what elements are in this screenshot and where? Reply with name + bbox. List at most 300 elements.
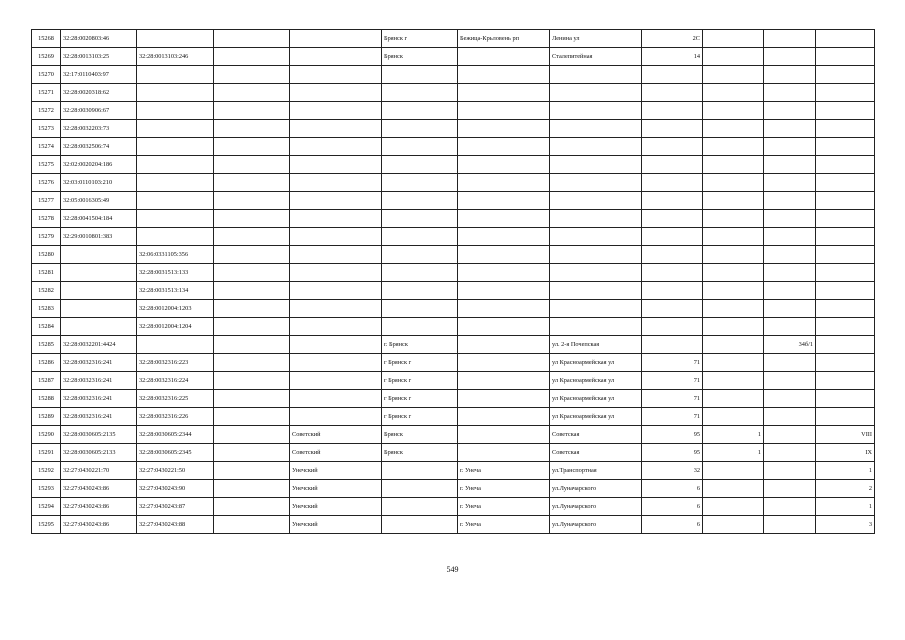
street-cell (550, 120, 642, 138)
row-number: 15284 (32, 318, 61, 336)
building-cell (703, 498, 764, 516)
region-cell (214, 246, 290, 264)
street-cell: ул Красноармейская ул (550, 408, 642, 426)
district-cell: Унечский (290, 480, 382, 498)
structure-cell (764, 300, 816, 318)
row-number: 15291 (32, 444, 61, 462)
cadastral-number: 32:28:0041504:184 (61, 210, 137, 228)
object-cadastral-number: 32:28:0032316:224 (137, 372, 214, 390)
table-row (32, 246, 875, 264)
settlement-cell (458, 336, 550, 354)
apartment-cell (816, 192, 875, 210)
street-cell: Советская (550, 426, 642, 444)
cadastral-number: 32:28:0030605:2135 (61, 426, 137, 444)
object-cadastral-number (137, 192, 214, 210)
cadastral-number: 32:28:0032316:241 (61, 408, 137, 426)
city-cell (382, 192, 458, 210)
city-cell (382, 300, 458, 318)
building-cell (703, 390, 764, 408)
cadastral-number (61, 300, 137, 318)
object-cadastral-number: 32:27:0430243:88 (137, 516, 214, 534)
cadastral-number: 32:28:0032316:241 (61, 354, 137, 372)
city-cell (382, 156, 458, 174)
house-cell (642, 156, 703, 174)
settlement-cell (458, 318, 550, 336)
apartment-cell (816, 336, 875, 354)
district-cell (290, 408, 382, 426)
object-cadastral-number: 32:28:0032316:225 (137, 390, 214, 408)
house-cell (642, 228, 703, 246)
region-cell (214, 480, 290, 498)
settlement-cell (458, 156, 550, 174)
apartment-cell: 3 (816, 516, 875, 534)
building-cell (703, 102, 764, 120)
cadastral-number (61, 282, 137, 300)
cadastral-number (61, 318, 137, 336)
building-cell (703, 264, 764, 282)
object-cadastral-number: 32:27:0430243:90 (137, 480, 214, 498)
district-cell (290, 228, 382, 246)
row-number: 15288 (32, 390, 61, 408)
house-cell: 71 (642, 408, 703, 426)
table-row (32, 282, 875, 300)
settlement-cell (458, 102, 550, 120)
table-row (32, 480, 875, 498)
city-cell (382, 228, 458, 246)
settlement-cell (458, 192, 550, 210)
row-number: 15287 (32, 372, 61, 390)
region-cell (214, 318, 290, 336)
settlement-cell: г. Унеча (458, 462, 550, 480)
district-cell (290, 84, 382, 102)
table-body (32, 30, 875, 534)
city-cell: г Брянск г (382, 354, 458, 372)
apartment-cell (816, 174, 875, 192)
row-number: 15295 (32, 516, 61, 534)
table-row (32, 66, 875, 84)
region-cell (214, 390, 290, 408)
table-row (32, 462, 875, 480)
house-cell: 71 (642, 390, 703, 408)
settlement-cell: г. Унеча (458, 498, 550, 516)
row-number: 15286 (32, 354, 61, 372)
region-cell (214, 516, 290, 534)
city-cell (382, 66, 458, 84)
building-cell (703, 300, 764, 318)
region-cell (214, 372, 290, 390)
district-cell (290, 354, 382, 372)
city-cell (382, 138, 458, 156)
structure-cell (764, 246, 816, 264)
house-cell (642, 210, 703, 228)
region-cell (214, 30, 290, 48)
settlement-cell (458, 210, 550, 228)
structure-cell (764, 516, 816, 534)
apartment-cell (816, 228, 875, 246)
street-cell: ул.Луначарского (550, 498, 642, 516)
cadastral-number: 32:28:0032201:4424 (61, 336, 137, 354)
house-cell: 6 (642, 480, 703, 498)
structure-cell (764, 30, 816, 48)
region-cell (214, 408, 290, 426)
structure-cell (764, 480, 816, 498)
cadastral-number (61, 246, 137, 264)
row-number: 15281 (32, 264, 61, 282)
table-row (32, 264, 875, 282)
object-cadastral-number (137, 84, 214, 102)
settlement-cell (458, 390, 550, 408)
city-cell (382, 282, 458, 300)
row-number: 15269 (32, 48, 61, 66)
city-cell (382, 84, 458, 102)
table-row (32, 138, 875, 156)
row-number: 15293 (32, 480, 61, 498)
street-cell (550, 210, 642, 228)
city-cell: Брянск (382, 48, 458, 66)
house-cell (642, 120, 703, 138)
region-cell (214, 102, 290, 120)
region-cell (214, 282, 290, 300)
structure-cell (764, 174, 816, 192)
street-cell (550, 318, 642, 336)
apartment-cell: 1 (816, 462, 875, 480)
district-cell (290, 318, 382, 336)
region-cell (214, 66, 290, 84)
district-cell (290, 246, 382, 264)
district-cell (290, 156, 382, 174)
row-number: 15271 (32, 84, 61, 102)
apartment-cell (816, 66, 875, 84)
street-cell (550, 138, 642, 156)
cadastral-number: 32:28:0032506:74 (61, 138, 137, 156)
structure-cell (764, 462, 816, 480)
street-cell (550, 192, 642, 210)
cadastral-number: 32:05:0016305:49 (61, 192, 137, 210)
district-cell: Унечский (290, 516, 382, 534)
street-cell: ул.Луначарского (550, 480, 642, 498)
cadastral-number: 32:28:0013103:25 (61, 48, 137, 66)
settlement-cell: г. Унеча (458, 516, 550, 534)
house-cell (642, 84, 703, 102)
city-cell (382, 264, 458, 282)
table-row (32, 516, 875, 534)
settlement-cell: Бежица-Крьловень рп (458, 30, 550, 48)
building-cell (703, 192, 764, 210)
building-cell (703, 318, 764, 336)
building-cell (703, 462, 764, 480)
register-table (31, 29, 875, 534)
apartment-cell (816, 48, 875, 66)
cadastral-number: 32:27:0430221:70 (61, 462, 137, 480)
region-cell (214, 336, 290, 354)
apartment-cell (816, 282, 875, 300)
apartment-cell (816, 102, 875, 120)
district-cell (290, 372, 382, 390)
city-cell: г Брянск г (382, 372, 458, 390)
settlement-cell (458, 120, 550, 138)
building-cell (703, 30, 764, 48)
house-cell: 6 (642, 498, 703, 516)
city-cell (382, 210, 458, 228)
object-cadastral-number: 32:28:0030605:2344 (137, 426, 214, 444)
settlement-cell (458, 228, 550, 246)
structure-cell (764, 372, 816, 390)
house-cell: 2С (642, 30, 703, 48)
structure-cell (764, 84, 816, 102)
street-cell (550, 102, 642, 120)
apartment-cell (816, 300, 875, 318)
object-cadastral-number: 32:28:0032316:226 (137, 408, 214, 426)
page-number: 549 (446, 565, 459, 574)
street-cell: Сталепитейная (550, 48, 642, 66)
apartment-cell (816, 138, 875, 156)
apartment-cell: 2 (816, 480, 875, 498)
table-row (32, 372, 875, 390)
street-cell: ул Красноармейская ул (550, 354, 642, 372)
region-cell (214, 84, 290, 102)
building-cell (703, 408, 764, 426)
cadastral-number: 32:27:0430243:86 (61, 498, 137, 516)
city-cell (382, 498, 458, 516)
structure-cell (764, 390, 816, 408)
object-cadastral-number (137, 210, 214, 228)
object-cadastral-number (137, 66, 214, 84)
district-cell (290, 30, 382, 48)
table-row (32, 192, 875, 210)
row-number: 15285 (32, 336, 61, 354)
structure-cell (764, 264, 816, 282)
house-cell (642, 66, 703, 84)
cadastral-number: 32:27:0430243:86 (61, 516, 137, 534)
cadastral-number: 32:28:0032316:241 (61, 372, 137, 390)
table-row (32, 210, 875, 228)
table-row (32, 444, 875, 462)
settlement-cell (458, 66, 550, 84)
settlement-cell (458, 444, 550, 462)
object-cadastral-number (137, 138, 214, 156)
settlement-cell (458, 174, 550, 192)
district-cell: Унечский (290, 462, 382, 480)
table-row (32, 120, 875, 138)
city-cell: Брянск (382, 426, 458, 444)
cadastral-number: 32:03:0110103:210 (61, 174, 137, 192)
object-cadastral-number: 32:27:0430243:87 (137, 498, 214, 516)
object-cadastral-number: 32:06:0331105:356 (137, 246, 214, 264)
region-cell (214, 174, 290, 192)
settlement-cell (458, 408, 550, 426)
street-cell: Советская (550, 444, 642, 462)
district-cell (290, 48, 382, 66)
region-cell (214, 210, 290, 228)
street-cell (550, 282, 642, 300)
cadastral-number: 32:28:0030906:67 (61, 102, 137, 120)
object-cadastral-number (137, 228, 214, 246)
building-cell (703, 84, 764, 102)
table-row (32, 426, 875, 444)
district-cell: Советский (290, 426, 382, 444)
city-cell (382, 102, 458, 120)
object-cadastral-number (137, 30, 214, 48)
district-cell (290, 264, 382, 282)
settlement-cell: г. Унеча (458, 480, 550, 498)
table-row (32, 336, 875, 354)
structure-cell (764, 210, 816, 228)
object-cadastral-number (137, 120, 214, 138)
street-cell (550, 300, 642, 318)
object-cadastral-number: 32:28:0013103:246 (137, 48, 214, 66)
row-number: 15282 (32, 282, 61, 300)
row-number: 15278 (32, 210, 61, 228)
row-number: 15273 (32, 120, 61, 138)
apartment-cell (816, 354, 875, 372)
table-row (32, 354, 875, 372)
cadastral-number (61, 264, 137, 282)
table-row (32, 408, 875, 426)
row-number: 15275 (32, 156, 61, 174)
structure-cell (764, 228, 816, 246)
city-cell: г. Брянск (382, 336, 458, 354)
settlement-cell (458, 300, 550, 318)
street-cell (550, 228, 642, 246)
row-number: 15294 (32, 498, 61, 516)
table-row (32, 48, 875, 66)
structure-cell (764, 192, 816, 210)
table-row (32, 30, 875, 48)
row-number: 15268 (32, 30, 61, 48)
apartment-cell (816, 408, 875, 426)
apartment-cell: 1 (816, 498, 875, 516)
street-cell (550, 264, 642, 282)
house-cell: 6 (642, 516, 703, 534)
table-row (32, 174, 875, 192)
house-cell (642, 318, 703, 336)
table-row (32, 318, 875, 336)
table-row (32, 390, 875, 408)
table-row (32, 498, 875, 516)
row-number: 15276 (32, 174, 61, 192)
street-cell (550, 66, 642, 84)
house-cell: 71 (642, 372, 703, 390)
street-cell: ул Красноармейская ул (550, 390, 642, 408)
region-cell (214, 426, 290, 444)
house-cell (642, 192, 703, 210)
house-cell (642, 102, 703, 120)
structure-cell (764, 282, 816, 300)
region-cell (214, 300, 290, 318)
district-cell (290, 336, 382, 354)
settlement-cell (458, 264, 550, 282)
house-cell (642, 300, 703, 318)
structure-cell (764, 156, 816, 174)
city-cell: Брянск г (382, 30, 458, 48)
settlement-cell (458, 354, 550, 372)
apartment-cell (816, 246, 875, 264)
structure-cell (764, 426, 816, 444)
district-cell: Унечский (290, 498, 382, 516)
cadastral-number: 32:29:0010801:383 (61, 228, 137, 246)
apartment-cell (816, 120, 875, 138)
row-number: 15274 (32, 138, 61, 156)
row-number: 15289 (32, 408, 61, 426)
region-cell (214, 48, 290, 66)
city-cell (382, 246, 458, 264)
settlement-cell (458, 84, 550, 102)
building-cell (703, 228, 764, 246)
region-cell (214, 156, 290, 174)
district-cell (290, 102, 382, 120)
building-cell (703, 354, 764, 372)
object-cadastral-number (137, 336, 214, 354)
district-cell (290, 66, 382, 84)
house-cell (642, 282, 703, 300)
table-row (32, 300, 875, 318)
apartment-cell (816, 372, 875, 390)
apartment-cell (816, 84, 875, 102)
structure-cell (764, 318, 816, 336)
house-cell: 71 (642, 354, 703, 372)
district-cell (290, 120, 382, 138)
building-cell (703, 156, 764, 174)
building-cell: 1 (703, 444, 764, 462)
cadastral-number: 32:28:0020318:62 (61, 84, 137, 102)
district-cell (290, 174, 382, 192)
house-cell: 32 (642, 462, 703, 480)
table-row (32, 102, 875, 120)
district-cell (290, 192, 382, 210)
street-cell: Ленина ул (550, 30, 642, 48)
table-row (32, 228, 875, 246)
region-cell (214, 498, 290, 516)
object-cadastral-number: 32:28:0030605:2345 (137, 444, 214, 462)
building-cell (703, 336, 764, 354)
house-cell: 95 (642, 426, 703, 444)
structure-cell (764, 408, 816, 426)
region-cell (214, 228, 290, 246)
row-number: 15279 (32, 228, 61, 246)
cadastral-number: 32:28:0032203:73 (61, 120, 137, 138)
city-cell (382, 480, 458, 498)
city-cell (382, 318, 458, 336)
settlement-cell (458, 48, 550, 66)
street-cell (550, 156, 642, 174)
street-cell: ул Красноармейская ул (550, 372, 642, 390)
building-cell (703, 516, 764, 534)
apartment-cell: IX (816, 444, 875, 462)
object-cadastral-number: 32:28:0031513:133 (137, 264, 214, 282)
house-cell: 14 (642, 48, 703, 66)
building-cell (703, 372, 764, 390)
apartment-cell (816, 156, 875, 174)
district-cell (290, 390, 382, 408)
table-row (32, 156, 875, 174)
district-cell (290, 282, 382, 300)
house-cell (642, 264, 703, 282)
building-cell (703, 120, 764, 138)
row-number: 15283 (32, 300, 61, 318)
apartment-cell (816, 318, 875, 336)
structure-cell (764, 120, 816, 138)
city-cell: г Брянск г (382, 408, 458, 426)
house-cell (642, 246, 703, 264)
building-cell (703, 174, 764, 192)
city-cell: Брянск (382, 444, 458, 462)
house-cell (642, 138, 703, 156)
city-cell (382, 174, 458, 192)
district-cell: Советский (290, 444, 382, 462)
apartment-cell (816, 30, 875, 48)
object-cadastral-number (137, 174, 214, 192)
apartment-cell: VIII (816, 426, 875, 444)
